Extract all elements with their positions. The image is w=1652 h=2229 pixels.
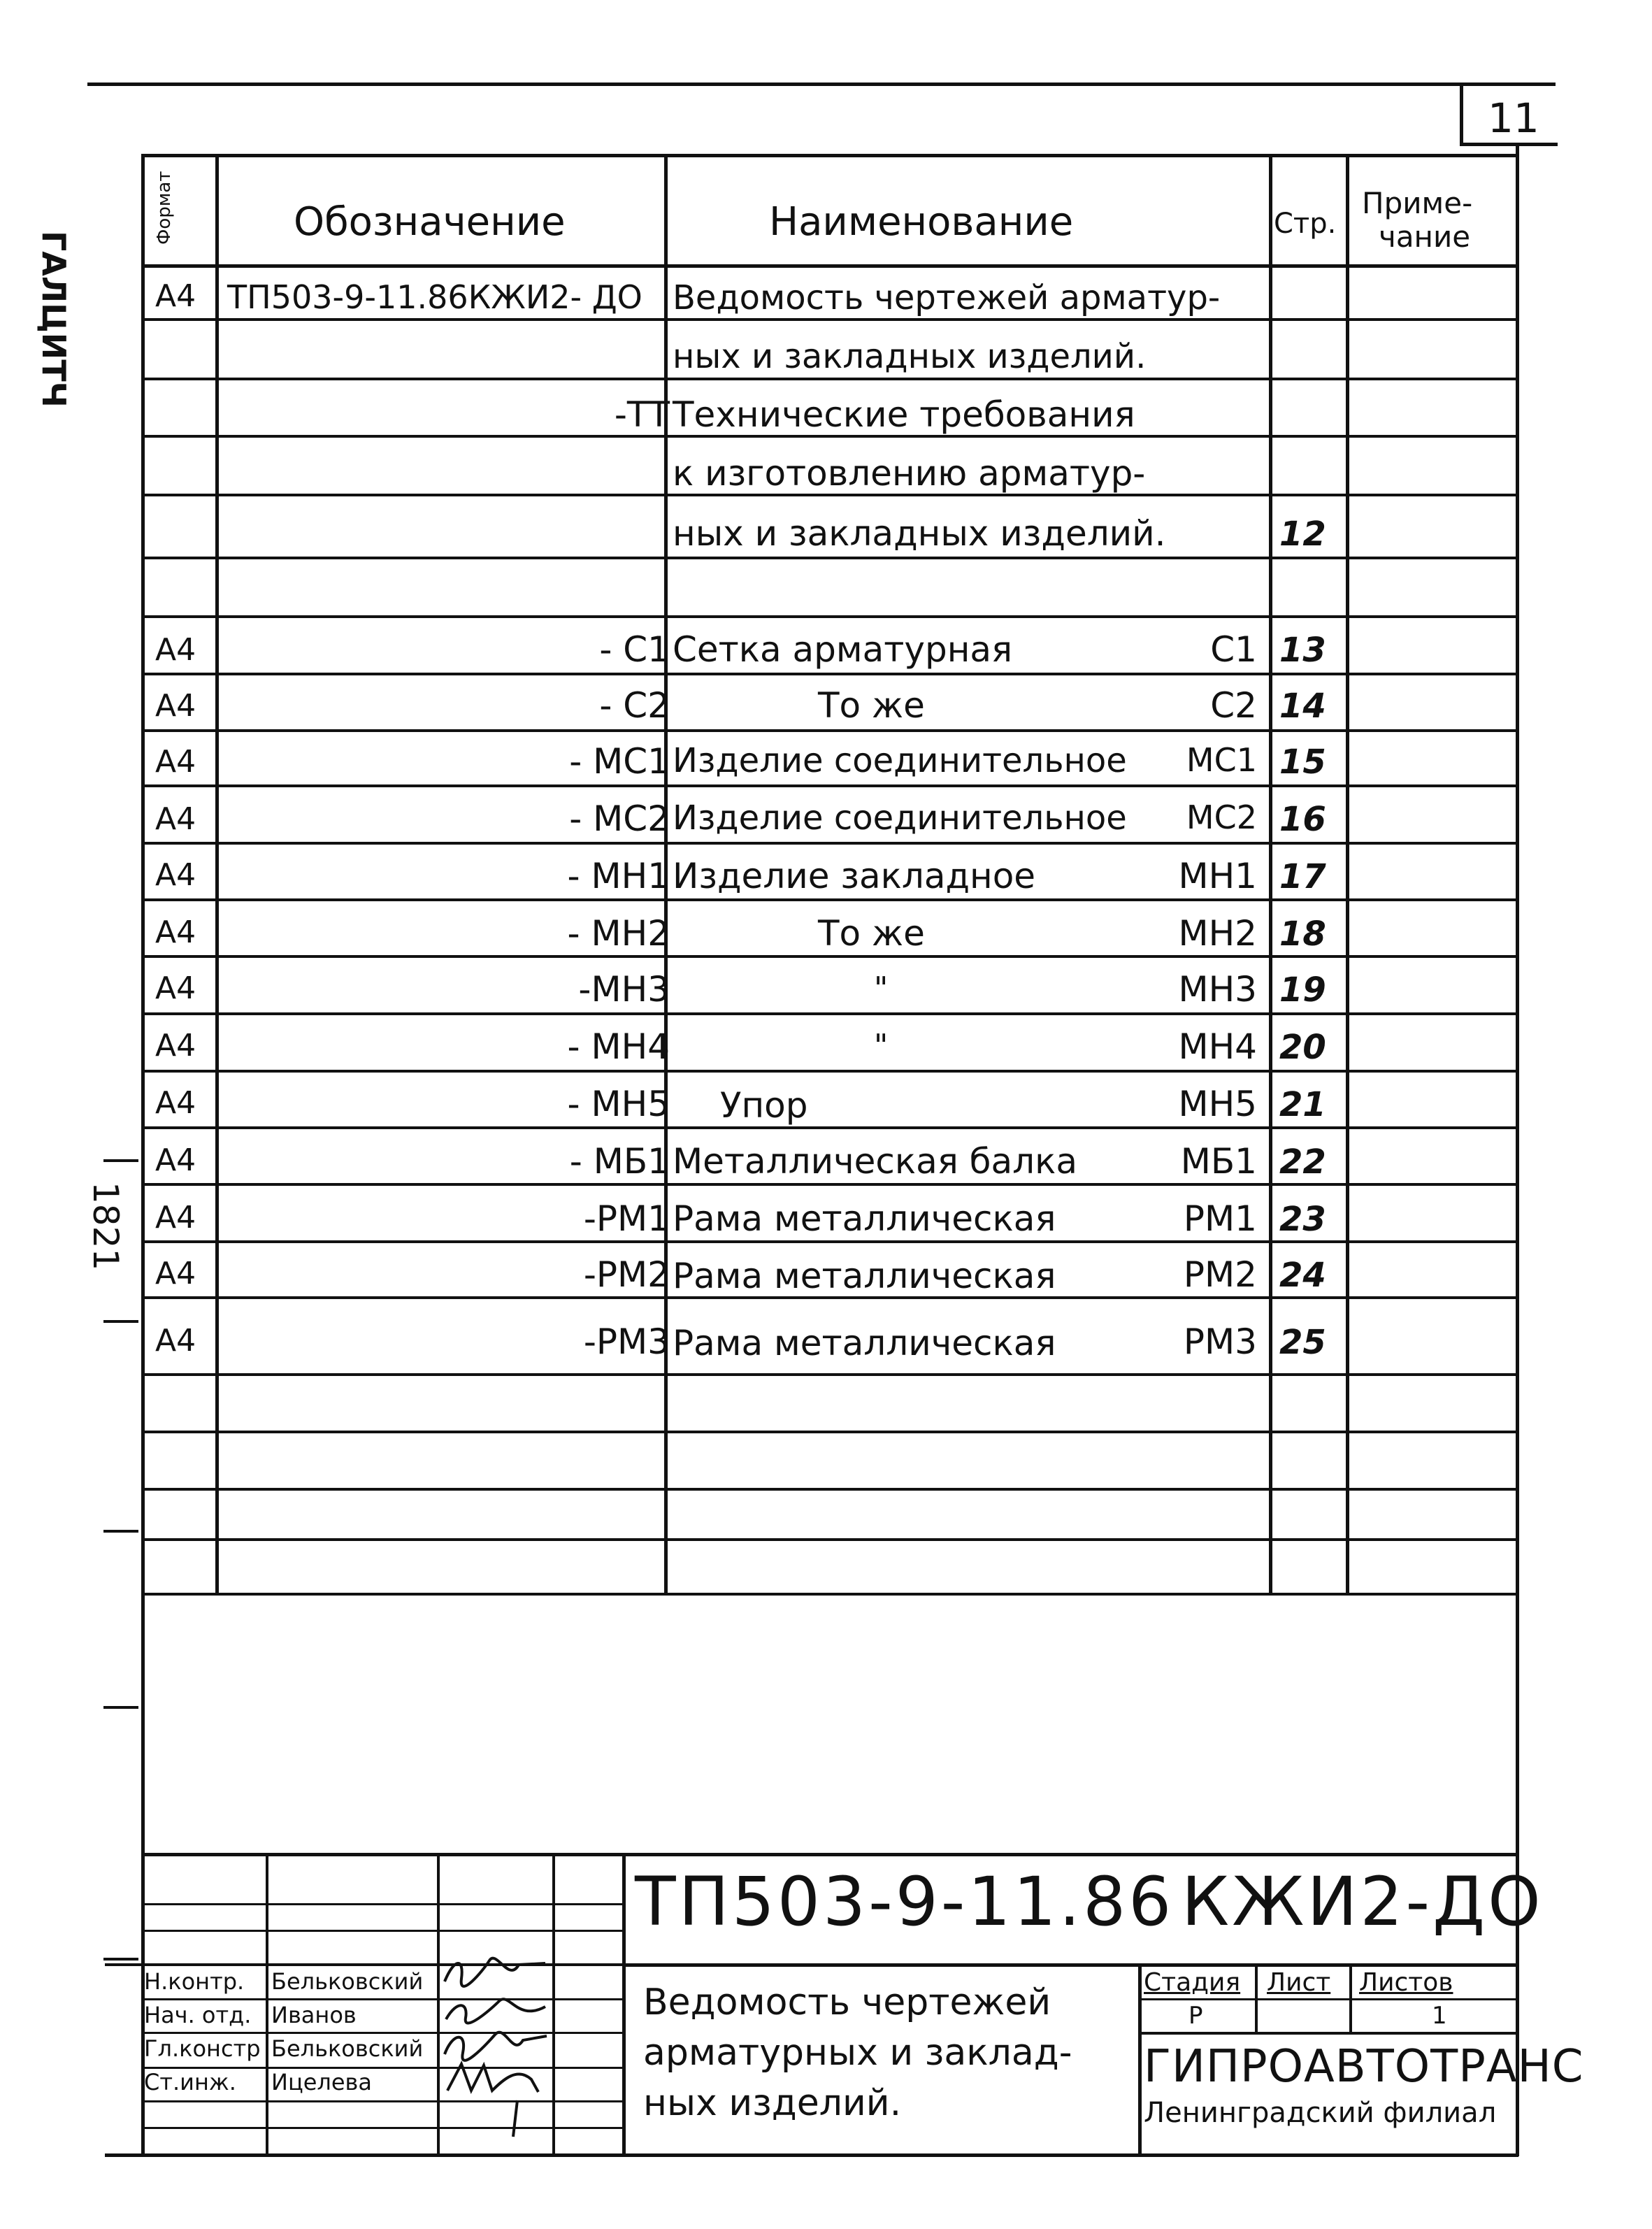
row-mark: МС1 bbox=[1186, 741, 1257, 779]
stamp-title-line2: арматурных и заклад- bbox=[643, 2032, 1072, 2074]
row-page: 17 bbox=[1279, 857, 1326, 896]
row-name: Упор bbox=[720, 1085, 808, 1126]
row-format: А4 bbox=[155, 970, 196, 1006]
page-number: 11 bbox=[1488, 94, 1539, 142]
row-page: 18 bbox=[1279, 915, 1326, 954]
stamp-title-line1: Ведомость чертежей bbox=[643, 1981, 1051, 2023]
sheets-label: Листов bbox=[1359, 1968, 1453, 1997]
stage-value: Р bbox=[1188, 2002, 1203, 2030]
row-mark: МН4 bbox=[1178, 1026, 1257, 1067]
row-format: А4 bbox=[155, 744, 196, 780]
header-note-line2: чание bbox=[1379, 220, 1471, 254]
signer-role: Нач. отд. bbox=[144, 2002, 252, 2028]
row-page: 22 bbox=[1279, 1142, 1326, 1182]
row-format: А4 bbox=[155, 1200, 196, 1235]
signer-role: Гл.констр bbox=[144, 2035, 261, 2062]
row-name: " bbox=[874, 1028, 889, 1063]
side-label-middle: 1821 bbox=[85, 1182, 126, 1271]
header-name: Наименование bbox=[769, 199, 1074, 245]
row-format: А4 bbox=[155, 278, 196, 314]
sheet-label: Лист bbox=[1267, 1968, 1331, 1997]
row-code: - МС2 bbox=[569, 798, 670, 839]
signer-role: Ст.инж. bbox=[144, 2069, 236, 2095]
row-page: 16 bbox=[1279, 800, 1326, 839]
row-format: А4 bbox=[155, 1085, 196, 1121]
header-format: Формат bbox=[154, 171, 175, 245]
row-mark: РМ3 bbox=[1183, 1321, 1257, 1362]
row-mark: С1 bbox=[1210, 629, 1257, 670]
organization-branch: Ленинградский филиал bbox=[1144, 2097, 1497, 2129]
row-name: То же bbox=[818, 913, 925, 954]
row-page: 21 bbox=[1279, 1085, 1326, 1124]
row-name: Рама металлическая bbox=[673, 1198, 1056, 1239]
row-page: 15 bbox=[1279, 743, 1326, 782]
row-page: 20 bbox=[1279, 1028, 1326, 1067]
row-code: - МС1 bbox=[569, 741, 670, 782]
row-code: - МН4 bbox=[567, 1026, 670, 1067]
row-name: ных и закладных изделий. bbox=[673, 337, 1147, 376]
signature-scribble bbox=[440, 1951, 552, 1993]
row-name: Технические требования bbox=[673, 394, 1135, 435]
row-name: Рама металлическая bbox=[673, 1256, 1056, 1296]
signer-name: Бельковский bbox=[271, 1968, 424, 1995]
row-mark: РМ1 bbox=[1183, 1198, 1257, 1239]
row-code: -РМ2 bbox=[583, 1254, 670, 1295]
row-code: -МН3 bbox=[578, 969, 670, 1010]
row-mark: С2 bbox=[1210, 685, 1257, 726]
signature-scribble bbox=[440, 2058, 552, 2142]
row-code: -РМ1 bbox=[583, 1198, 670, 1239]
row-name: То же bbox=[818, 685, 925, 726]
document-code: ТП503-9-11.86 bbox=[635, 1863, 1175, 1941]
row-format: А4 bbox=[155, 915, 196, 950]
row-format: А4 bbox=[155, 857, 196, 893]
row-page: 24 bbox=[1279, 1256, 1326, 1295]
sheets-value: 1 bbox=[1432, 2002, 1447, 2030]
row-name: Изделие соединительное bbox=[673, 798, 1127, 838]
row-name: Изделие соединительное bbox=[673, 741, 1127, 780]
row-code: - МН1 bbox=[567, 856, 670, 896]
row-page: 12 bbox=[1279, 515, 1326, 554]
row-code: - МН2 bbox=[567, 913, 670, 954]
row-mark: МБ1 bbox=[1180, 1141, 1257, 1182]
row-mark: МН1 bbox=[1178, 856, 1257, 896]
row-name: Изделие закладное bbox=[673, 856, 1036, 896]
row-code: - С2 bbox=[599, 685, 670, 726]
row-code: - МН5 bbox=[567, 1084, 670, 1124]
row-format: А4 bbox=[155, 688, 196, 724]
signer-role: Н.контр. bbox=[144, 1968, 245, 1995]
row-code: -ТТ bbox=[614, 394, 670, 435]
row-code: -РМ3 bbox=[583, 1321, 670, 1362]
row-page: 14 bbox=[1279, 687, 1326, 726]
row-format: А4 bbox=[155, 801, 196, 837]
side-label-top: ГАЛЦИТЧ bbox=[35, 231, 73, 408]
header-note-line1: Приме- bbox=[1362, 186, 1473, 220]
row-format: А4 bbox=[155, 1028, 196, 1063]
row-page: 19 bbox=[1279, 970, 1326, 1010]
signer-name: Иванов bbox=[271, 2002, 357, 2028]
row-format: А4 bbox=[155, 632, 196, 668]
header-page: Стр. bbox=[1274, 208, 1337, 240]
organization-name: ГИПРОАВТОТРАНС bbox=[1144, 2041, 1584, 2093]
row-page: 13 bbox=[1279, 631, 1326, 670]
row-name: Сетка арматурная bbox=[673, 629, 1013, 670]
row-format: А4 bbox=[155, 1142, 196, 1178]
signer-name: Ицелева bbox=[271, 2069, 373, 2095]
row-name: Металлическая балка bbox=[673, 1141, 1077, 1182]
header-designation: Обозначение bbox=[294, 199, 566, 245]
row-name: Ведомость чертежей арматур- bbox=[673, 278, 1221, 317]
row-mark: РМ2 bbox=[1183, 1254, 1257, 1295]
row-mark: МН5 bbox=[1178, 1084, 1257, 1124]
stamp-title-line3: ных изделий. bbox=[643, 2082, 902, 2124]
row-format: А4 bbox=[155, 1323, 196, 1359]
row-name: ных и закладных изделий. bbox=[673, 513, 1166, 554]
row-page: 25 bbox=[1279, 1323, 1326, 1362]
row-code: ТП503-9-11.86КЖИ2- ДО bbox=[227, 278, 642, 316]
row-name: к изготовлению арматур- bbox=[673, 453, 1146, 494]
stage-label: Стадия bbox=[1144, 1968, 1241, 1997]
row-code: - С1 bbox=[599, 629, 670, 670]
row-code: - МБ1 bbox=[569, 1141, 670, 1182]
document-suffix: КЖИ2-ДО bbox=[1181, 1863, 1544, 1941]
row-mark: МС2 bbox=[1186, 798, 1257, 836]
row-format: А4 bbox=[155, 1256, 196, 1291]
row-mark: МН2 bbox=[1178, 913, 1257, 954]
row-name: " bbox=[874, 970, 889, 1006]
signer-name: Бельковский bbox=[271, 2035, 424, 2062]
row-page: 23 bbox=[1279, 1200, 1326, 1239]
row-mark: МН3 bbox=[1178, 969, 1257, 1010]
row-name: Рама металлическая bbox=[673, 1323, 1056, 1363]
